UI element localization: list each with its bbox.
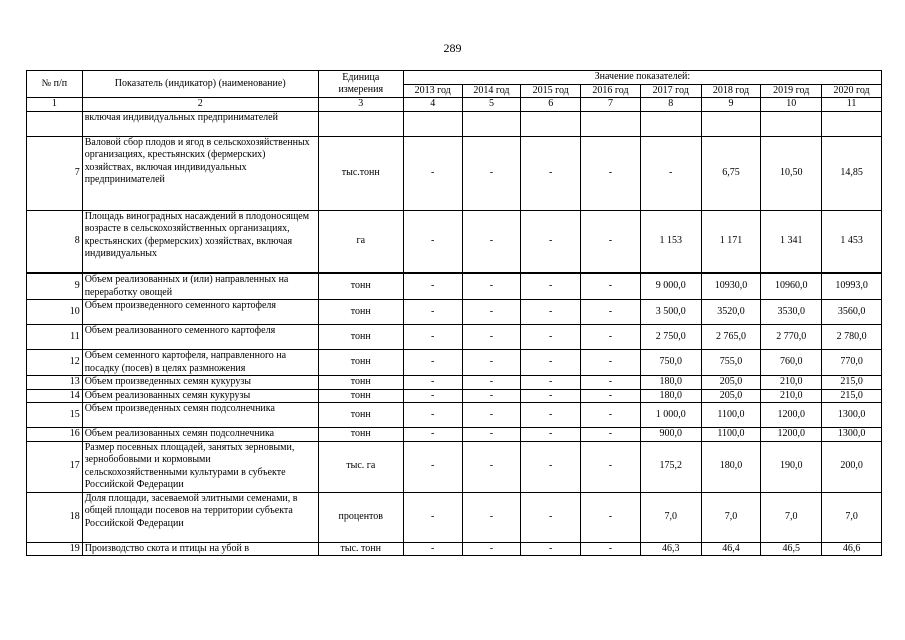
table-row	[27, 492, 882, 542]
indicator-name: включая индивидуальных предпринимателей	[82, 111, 318, 136]
unit-cell: тонн	[318, 273, 403, 300]
row-number: 17	[27, 441, 83, 492]
value-cell: -	[581, 210, 641, 273]
row-number: 7	[27, 136, 83, 210]
value-cell: -	[640, 136, 701, 210]
value-cell: -	[521, 350, 581, 376]
row-number: 19	[27, 542, 83, 556]
value-cell: 215,0	[822, 389, 882, 403]
value-cell: -	[462, 300, 521, 325]
value-cell: 2 750,0	[640, 325, 701, 350]
value-cell: 900,0	[640, 428, 701, 442]
value-cell: -	[403, 403, 462, 428]
table-body	[27, 111, 882, 556]
value-cell: 175,2	[640, 441, 701, 492]
value-cell: 210,0	[761, 376, 822, 390]
header-year: 2016 год	[581, 84, 641, 98]
header-year: 2019 год	[761, 84, 822, 98]
value-cell: -	[403, 428, 462, 442]
indicator-name: Объем произведенных семян подсолнечника	[82, 403, 318, 428]
value-cell: 7,0	[822, 492, 882, 542]
value-cell: 1100,0	[701, 403, 761, 428]
indicator-name: Объем произведенных семян кукурузы	[82, 376, 318, 390]
indicator-name: Объем семенного картофеля, направленного на посадку (посев) в целях размножения	[82, 350, 318, 376]
column-number: 10	[761, 98, 822, 112]
value-cell: -	[581, 300, 641, 325]
value-cell: -	[521, 441, 581, 492]
value-cell: 770,0	[822, 350, 882, 376]
unit-cell: тыс. га	[318, 441, 403, 492]
table-row	[27, 350, 882, 376]
table-row	[27, 325, 882, 350]
unit-cell: тонн	[318, 428, 403, 442]
row-number: 14	[27, 389, 83, 403]
header-year: 2020 год	[822, 84, 882, 98]
value-cell: 9 000,0	[640, 273, 701, 300]
value-cell: -	[581, 441, 641, 492]
value-cell: -	[462, 325, 521, 350]
value-cell: 6,75	[701, 136, 761, 210]
indicator-name: Объем реализованных семян подсолнечника	[82, 428, 318, 442]
value-cell: -	[521, 389, 581, 403]
value-cell: 10960,0	[761, 273, 822, 300]
indicator-name: Объем реализованного семенного картофеля	[82, 325, 318, 350]
row-number: 11	[27, 325, 83, 350]
value-cell: -	[403, 136, 462, 210]
row-number: 16	[27, 428, 83, 442]
row-number: 13	[27, 376, 83, 390]
value-cell: -	[403, 273, 462, 300]
indicators-table	[26, 70, 882, 556]
row-number: 15	[27, 403, 83, 428]
value-cell: 2 765,0	[701, 325, 761, 350]
row-number: 12	[27, 350, 83, 376]
value-cell: -	[521, 376, 581, 390]
column-number: 6	[521, 98, 581, 112]
unit-cell: тонн	[318, 389, 403, 403]
value-cell: 760,0	[761, 350, 822, 376]
value-cell: 10993,0	[822, 273, 882, 300]
value-cell: -	[521, 492, 581, 542]
value-cell: -	[581, 403, 641, 428]
column-number: 2	[82, 98, 318, 112]
table-row	[27, 389, 882, 403]
table-row	[27, 376, 882, 390]
column-number: 1	[27, 98, 83, 112]
indicator-name: Доля площади, засеваемой элитными семенами, в общей площади посевов на территории субъекта Российской Федерации	[82, 492, 318, 542]
value-cell: -	[581, 273, 641, 300]
table-row	[27, 300, 882, 325]
column-number: 9	[701, 98, 761, 112]
value-cell: -	[521, 428, 581, 442]
value-cell: -	[403, 542, 462, 556]
value-cell: -	[403, 376, 462, 390]
unit-cell: тонн	[318, 300, 403, 325]
value-cell: -	[521, 403, 581, 428]
header-unit: Единица измерения	[318, 71, 403, 98]
value-cell: -	[462, 273, 521, 300]
header-year: 2017 год	[640, 84, 701, 98]
value-cell: 46,6	[822, 542, 882, 556]
value-cell: -	[462, 492, 521, 542]
table-row	[27, 403, 882, 428]
value-cell: 1 341	[761, 210, 822, 273]
header-year: 2018 год	[701, 84, 761, 98]
value-cell: -	[462, 376, 521, 390]
value-cell: -	[403, 389, 462, 403]
value-cell: -	[521, 300, 581, 325]
value-cell: 46,3	[640, 542, 701, 556]
value-cell: 180,0	[701, 441, 761, 492]
value-cell: -	[521, 542, 581, 556]
value-cell: -	[521, 136, 581, 210]
value-cell: -	[581, 325, 641, 350]
row-number: 8	[27, 210, 83, 273]
value-cell: 200,0	[822, 441, 882, 492]
value-cell: 205,0	[701, 376, 761, 390]
value-cell: -	[403, 300, 462, 325]
value-cell: 205,0	[701, 389, 761, 403]
indicator-name: Размер посевных площадей, занятых зерновыми, зернобобовыми и кормовыми сельскохозяйственными культурами в субъекте Российской Федерации	[82, 441, 318, 492]
value-cell: -	[462, 403, 521, 428]
row-number: 18	[27, 492, 83, 542]
value-cell: -	[403, 441, 462, 492]
value-cell: 10930,0	[701, 273, 761, 300]
table-row	[27, 111, 882, 136]
column-number: 4	[403, 98, 462, 112]
header-indicator: Показатель (индикатор) (наименование)	[82, 71, 318, 98]
column-number: 5	[462, 98, 521, 112]
header-values: Значение показателей:	[403, 71, 881, 85]
row-number: 10	[27, 300, 83, 325]
value-cell: 1 000,0	[640, 403, 701, 428]
value-cell: 1200,0	[761, 428, 822, 442]
value-cell: 1 153	[640, 210, 701, 273]
value-cell: 14,85	[822, 136, 882, 210]
value-cell: -	[581, 542, 641, 556]
value-cell: 7,0	[640, 492, 701, 542]
indicator-name: Площадь виноградных насаждений в плодоносящем возрасте в сельскохозяйственных организациях, крестьянских (фермерских) хозяйствах, включая индивидуальных	[82, 210, 318, 273]
value-cell: -	[462, 389, 521, 403]
unit-cell: процентов	[318, 492, 403, 542]
value-cell: -	[462, 542, 521, 556]
value-cell: -	[521, 273, 581, 300]
value-cell: -	[581, 389, 641, 403]
value-cell: -	[581, 136, 641, 210]
value-cell: 180,0	[640, 376, 701, 390]
value-cell: 755,0	[701, 350, 761, 376]
table-row	[27, 441, 882, 492]
table-row	[27, 273, 882, 300]
table-row	[27, 542, 882, 556]
value-cell: 7,0	[701, 492, 761, 542]
column-number: 3	[318, 98, 403, 112]
value-cell: 1300,0	[822, 403, 882, 428]
value-cell: 1 453	[822, 210, 882, 273]
header-year: 2014 год	[462, 84, 521, 98]
row-number: 9	[27, 273, 83, 300]
unit-cell: тыс.тонн	[318, 136, 403, 210]
value-cell: -	[462, 210, 521, 273]
value-cell: -	[581, 350, 641, 376]
value-cell: 46,4	[701, 542, 761, 556]
value-cell: 190,0	[761, 441, 822, 492]
value-cell: 3520,0	[701, 300, 761, 325]
value-cell: -	[521, 325, 581, 350]
value-cell: 180,0	[640, 389, 701, 403]
value-cell: 215,0	[822, 376, 882, 390]
indicator-name: Объем произведенного семенного картофеля	[82, 300, 318, 325]
unit-cell: тонн	[318, 403, 403, 428]
value-cell: 46,5	[761, 542, 822, 556]
indicator-name: Валовой сбор плодов и ягод в сельскохозяйственных организациях, крестьянских (фермерских) хозяйствах, включая индивидуальных предпринимателей	[82, 136, 318, 210]
value-cell: 1 171	[701, 210, 761, 273]
column-number: 7	[581, 98, 641, 112]
value-cell: 1200,0	[761, 403, 822, 428]
table-row	[27, 136, 882, 210]
header-year: 2013 год	[403, 84, 462, 98]
value-cell: 7,0	[761, 492, 822, 542]
value-cell: 210,0	[761, 389, 822, 403]
value-cell: 2 780,0	[822, 325, 882, 350]
header-no: № п/п	[27, 71, 83, 98]
header-year: 2015 год	[521, 84, 581, 98]
value-cell: 750,0	[640, 350, 701, 376]
value-cell: 2 770,0	[761, 325, 822, 350]
unit-cell: тонн	[318, 325, 403, 350]
column-number: 11	[822, 98, 882, 112]
value-cell: -	[403, 350, 462, 376]
value-cell: -	[462, 350, 521, 376]
value-cell: -	[462, 441, 521, 492]
unit-cell: тыс. тонн	[318, 542, 403, 556]
value-cell: -	[403, 210, 462, 273]
column-number: 8	[640, 98, 701, 112]
value-cell: 1100,0	[701, 428, 761, 442]
value-cell: 10,50	[761, 136, 822, 210]
indicator-name: Объем реализованных и (или) направленных на переработку овощей	[82, 273, 318, 300]
page-number: 289	[443, 41, 462, 55]
table-header	[27, 71, 882, 112]
value-cell: -	[581, 492, 641, 542]
value-cell: -	[581, 376, 641, 390]
value-cell: -	[403, 492, 462, 542]
row-number	[27, 111, 83, 136]
table-row	[27, 428, 882, 442]
value-cell: -	[462, 136, 521, 210]
unit-cell: га	[318, 210, 403, 273]
value-cell: -	[581, 428, 641, 442]
value-cell: 3530,0	[761, 300, 822, 325]
value-cell: -	[462, 428, 521, 442]
indicator-name: Производство скота и птицы на убой в	[82, 542, 318, 556]
table-row	[27, 210, 882, 273]
unit-cell: тонн	[318, 350, 403, 376]
value-cell: -	[521, 210, 581, 273]
value-cell: -	[403, 325, 462, 350]
indicator-name: Объем реализованных семян кукурузы	[82, 389, 318, 403]
unit-cell: тонн	[318, 376, 403, 390]
value-cell: 3560,0	[822, 300, 882, 325]
value-cell: 1300,0	[822, 428, 882, 442]
value-cell: 3 500,0	[640, 300, 701, 325]
